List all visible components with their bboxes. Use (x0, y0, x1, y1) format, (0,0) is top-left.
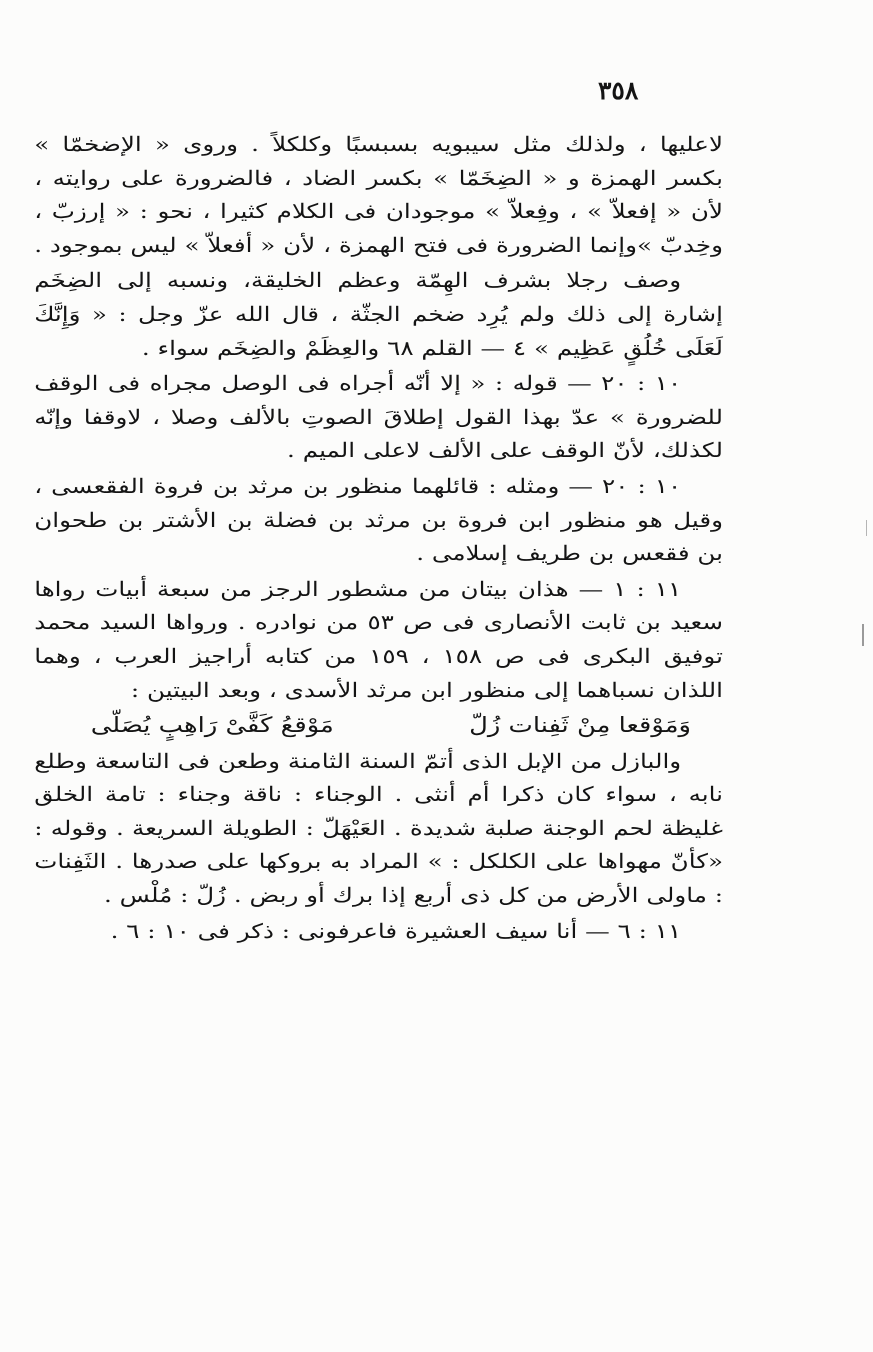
scan-margin-mark (866, 520, 867, 536)
page-number: ٣٥٨ (598, 76, 639, 105)
note-paragraph: ١٠ : ٢٠ — قوله : « إلا أنّه أجراه فى الوصل مجراه فى الوقف للضرورة » عدّ بهذا القول إطلاقَ الصوتِ بالألف وصلا ، لاوقفا وإنّه لكذلك، لأنّ الوقف على الألف لاعلى الميم . (34, 371, 723, 463)
note-paragraph: ١١ : ٦ — أنا سيف العشيرة فاعرفونى : ذكر فى ١٠ : ٦ . (110, 918, 682, 943)
poetry-verse (34, 709, 723, 743)
paragraph: والبازل من الإبل الذى أتمّ السنة الثامنة وطعن فى التاسعة وطلع نابه ، سواء كان ذكرا أم أنثى . الوجناء : ناقة وجناء : تامة الخلق غليظة لحم الوجنة صلبة شديدة . العَيْهَلّ : الطويلة السريعة . وقوله : «كأنّ مهواها على الكلكل : » المراد به بروكها على صدرها . الثَفِنات : ماولى الأرض من كل ذى أربع إذا برك أو ربض . زُلّ : مُلْس . (34, 748, 724, 908)
verse-hemistich-first: وَمَوْقعا مِنْ ثَفِنات زُلّ (469, 713, 692, 738)
note-paragraph: ١٠ : ٢٠ — ومثله : قائلهما منظور بن مرثد بن فروة الفقعسى ، وقيل هو منظور ابن فروة بن مرثد بن فضلة بن الأشتر بن طحوان بن فقعس بن طريف إسلامى . (34, 473, 723, 566)
note-paragraph: ١١ : ١ — هذان بيتان من مشطور الرجز من سبعة أبيات رواها سعيد بن ثابت الأنصارى فى ص ٥٣ من نوادره . ورواها السيد محمد توفيق البكرى فى ص ١٥٨ ، ١٥٩ من كتابه أراجيز العرب ، وهما اللذان نسباهما إلى منظور ابن مرثد الأسدى ، وبعد البيتين : (34, 576, 723, 702)
page-body (34, 128, 723, 948)
verse-hemistich-second: مَوْقعُ كَفَّىْ رَاهِبٍ يُصَلّى (90, 713, 334, 738)
paragraph: لاعليها ، ولذلك مثل سيبويه بسبسبًا وكلكلاً . وروى « الإضخمّا » بكسر الهمزة و « الضِخَمّا » بكسر الضاد ، فالضرورة على روايته ، لأن « إفعلاّ » ، وفِعلاّ » موجودان فى الكلام كثيرا ، نحو : « إرزبّ ، وخِدبّ »وإنما الضرورة فى فتح الهمزة ، لأن « أفعلاّ » ليس بموجود . (34, 132, 723, 257)
paragraph: وصف رجلا بشرف الهِمّة وعظم الخليقة، ونسبه إلى الضِخَم إشارة إلى ذلك ولم يُرِد ضخم الجثّة ، قال الله عزّ وجل : « وَإِنَّكَ لَعَلَى خُلُقٍ عَظِيم » ٤ — القلم ٦٨ والعِظَمْ والضِخَم سواء . (34, 268, 723, 360)
scan-margin-mark (862, 624, 864, 646)
